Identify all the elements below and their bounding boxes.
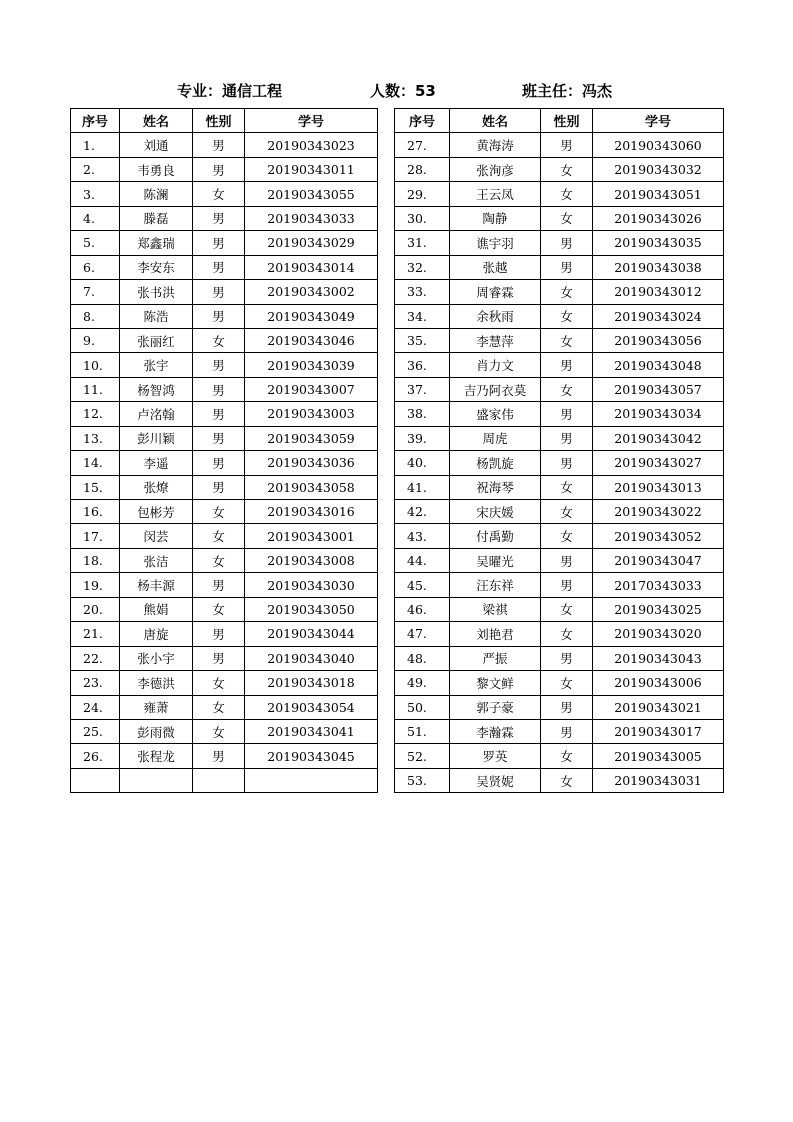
student-id-cell: 20190343039 <box>245 353 378 377</box>
student-id-cell: 20190343022 <box>593 500 724 524</box>
table-row <box>71 622 378 646</box>
table-row <box>395 451 724 475</box>
student-gender-cell: 男 <box>541 719 593 743</box>
table-row <box>395 206 724 230</box>
student-name-cell: 张越 <box>450 255 541 279</box>
student-gender-cell: 男 <box>193 402 245 426</box>
student-name-cell: 李瀚霖 <box>450 719 541 743</box>
student-name-cell: 李遥 <box>120 451 193 475</box>
table-row <box>395 475 724 499</box>
student-name-cell: 熊娟 <box>120 597 193 621</box>
student-gender-cell: 男 <box>541 133 593 157</box>
student-gender-cell: 女 <box>193 182 245 206</box>
student-id-cell: 20190343030 <box>245 573 378 597</box>
student-name-cell: 唐旋 <box>120 622 193 646</box>
table-row <box>71 157 378 181</box>
roster-table-right <box>394 108 724 793</box>
student-id-cell: 20190343007 <box>245 377 378 401</box>
student-id-cell: 20190343005 <box>593 744 724 768</box>
student-name-cell <box>120 768 193 792</box>
student-name-cell: 严振 <box>450 646 541 670</box>
student-seq-cell: 49. <box>395 671 450 695</box>
student-name-cell: 罗英 <box>450 744 541 768</box>
table-row <box>71 719 378 743</box>
student-seq-cell: 8. <box>71 304 120 328</box>
student-name-cell: 闵芸 <box>120 524 193 548</box>
table-row <box>395 231 724 255</box>
student-id-cell: 20190343047 <box>593 548 724 572</box>
student-seq-cell: 29. <box>395 182 450 206</box>
student-name-cell: 周睿霖 <box>450 280 541 304</box>
student-gender-cell: 男 <box>193 622 245 646</box>
table-row <box>71 573 378 597</box>
student-gender-cell: 男 <box>193 646 245 670</box>
student-name-cell: 陶静 <box>450 206 541 230</box>
student-name-cell: 张小宇 <box>120 646 193 670</box>
student-id-cell: 20190343001 <box>245 524 378 548</box>
student-gender-cell: 女 <box>193 719 245 743</box>
table-row <box>71 328 378 352</box>
student-name-cell: 张程龙 <box>120 744 193 768</box>
student-gender-cell: 男 <box>193 231 245 255</box>
student-seq-cell: 51. <box>395 719 450 743</box>
student-seq-cell: 6. <box>71 255 120 279</box>
student-gender-cell: 女 <box>541 768 593 792</box>
student-seq-cell: 25. <box>71 719 120 743</box>
student-seq-cell: 27. <box>395 133 450 157</box>
table-row <box>395 182 724 206</box>
student-id-cell: 20190343048 <box>593 353 724 377</box>
table-row <box>71 426 378 450</box>
student-seq-cell: 37. <box>395 377 450 401</box>
table-row <box>395 255 724 279</box>
student-seq-cell: 11. <box>71 377 120 401</box>
table-row <box>71 402 378 426</box>
student-seq-cell: 12. <box>71 402 120 426</box>
student-gender-cell: 男 <box>193 377 245 401</box>
student-id-cell: 20190343017 <box>593 719 724 743</box>
page-header <box>0 80 793 104</box>
student-id-cell: 20190343024 <box>593 304 724 328</box>
student-id-cell: 20190343026 <box>593 206 724 230</box>
table-row <box>71 475 378 499</box>
student-gender-cell: 男 <box>193 426 245 450</box>
student-seq-cell: 10. <box>71 353 120 377</box>
student-seq-cell: 13. <box>71 426 120 450</box>
column-header-id: 学号 <box>245 109 378 133</box>
student-seq-cell: 44. <box>395 548 450 572</box>
student-id-cell: 20190343014 <box>245 255 378 279</box>
table-row <box>395 304 724 328</box>
student-name-cell: 郑鑫瑞 <box>120 231 193 255</box>
student-seq-cell: 31. <box>395 231 450 255</box>
student-seq-cell: 43. <box>395 524 450 548</box>
student-gender-cell: 男 <box>541 231 593 255</box>
student-seq-cell: 35. <box>395 328 450 352</box>
student-seq-cell: 16. <box>71 500 120 524</box>
student-gender-cell: 男 <box>193 573 245 597</box>
table-row <box>71 695 378 719</box>
student-id-cell: 20190343003 <box>245 402 378 426</box>
student-name-cell: 周虎 <box>450 426 541 450</box>
student-id-cell: 20190343018 <box>245 671 378 695</box>
student-seq-cell: 53. <box>395 768 450 792</box>
student-gender-cell: 女 <box>541 157 593 181</box>
student-id-cell: 20190343049 <box>245 304 378 328</box>
student-gender-cell: 男 <box>193 304 245 328</box>
table-row <box>395 524 724 548</box>
column-header-name: 姓名 <box>450 109 541 133</box>
student-seq-cell: 40. <box>395 451 450 475</box>
student-gender-cell: 女 <box>541 280 593 304</box>
student-id-cell <box>245 768 378 792</box>
student-gender-cell: 男 <box>193 451 245 475</box>
student-name-cell: 肖力文 <box>450 353 541 377</box>
student-name-cell: 张燎 <box>120 475 193 499</box>
student-name-cell: 余秋雨 <box>450 304 541 328</box>
student-seq-cell: 21. <box>71 622 120 646</box>
student-name-cell: 吉乃阿衣莫 <box>450 377 541 401</box>
student-id-cell: 20190343033 <box>245 206 378 230</box>
table-row <box>71 500 378 524</box>
student-seq-cell: 5. <box>71 231 120 255</box>
table-row <box>395 402 724 426</box>
student-name-cell: 张宇 <box>120 353 193 377</box>
student-seq-cell: 39. <box>395 426 450 450</box>
student-gender-cell: 女 <box>193 500 245 524</box>
student-id-cell: 20190343050 <box>245 597 378 621</box>
student-id-cell: 20190343045 <box>245 744 378 768</box>
table-row <box>71 182 378 206</box>
student-seq-cell: 22. <box>71 646 120 670</box>
student-seq-cell: 9. <box>71 328 120 352</box>
student-name-cell: 黄海涛 <box>450 133 541 157</box>
student-gender-cell: 女 <box>541 524 593 548</box>
student-seq-cell: 41. <box>395 475 450 499</box>
student-name-cell: 李慧萍 <box>450 328 541 352</box>
student-id-cell: 20190343041 <box>245 719 378 743</box>
table-header-row <box>71 109 378 133</box>
column-header-seq: 序号 <box>71 109 120 133</box>
student-seq-cell: 38. <box>395 402 450 426</box>
student-gender-cell: 男 <box>193 353 245 377</box>
student-seq-cell <box>71 768 120 792</box>
student-gender-cell: 女 <box>541 500 593 524</box>
table-row <box>71 255 378 279</box>
student-gender-cell: 女 <box>193 328 245 352</box>
student-name-cell: 韦勇良 <box>120 157 193 181</box>
student-seq-cell: 50. <box>395 695 450 719</box>
student-name-cell: 彭雨微 <box>120 719 193 743</box>
table-row <box>71 206 378 230</box>
student-gender-cell: 男 <box>193 255 245 279</box>
student-seq-cell: 48. <box>395 646 450 670</box>
table-row <box>71 597 378 621</box>
student-id-cell: 20170343033 <box>593 573 724 597</box>
student-id-cell: 20190343029 <box>245 231 378 255</box>
table-row <box>71 377 378 401</box>
student-name-cell: 杨智鸿 <box>120 377 193 401</box>
student-id-cell: 20190343027 <box>593 451 724 475</box>
student-seq-cell: 28. <box>395 157 450 181</box>
student-gender-cell: 女 <box>541 597 593 621</box>
table-row <box>395 719 724 743</box>
table-row <box>395 646 724 670</box>
student-seq-cell: 24. <box>71 695 120 719</box>
student-id-cell: 20190343025 <box>593 597 724 621</box>
student-name-cell: 李安东 <box>120 255 193 279</box>
student-id-cell: 20190343036 <box>245 451 378 475</box>
student-gender-cell: 女 <box>541 304 593 328</box>
student-id-cell: 20190343055 <box>245 182 378 206</box>
student-gender-cell: 女 <box>541 744 593 768</box>
student-name-cell: 张洁 <box>120 548 193 572</box>
student-seq-cell: 33. <box>395 280 450 304</box>
student-count-label: 人数：53 <box>370 82 436 100</box>
student-id-cell: 20190343056 <box>593 328 724 352</box>
student-id-cell: 20190343043 <box>593 646 724 670</box>
student-id-cell: 20190343012 <box>593 280 724 304</box>
student-id-cell: 20190343031 <box>593 768 724 792</box>
student-name-cell: 滕磊 <box>120 206 193 230</box>
student-seq-cell: 17. <box>71 524 120 548</box>
student-name-cell: 梁祺 <box>450 597 541 621</box>
student-seq-cell: 18. <box>71 548 120 572</box>
student-seq-cell: 3. <box>71 182 120 206</box>
student-name-cell: 杨凯旋 <box>450 451 541 475</box>
table-row <box>395 597 724 621</box>
student-gender-cell: 男 <box>193 206 245 230</box>
student-gender-cell: 女 <box>541 182 593 206</box>
student-seq-cell: 30. <box>395 206 450 230</box>
student-name-cell: 刘艳君 <box>450 622 541 646</box>
student-id-cell: 20190343051 <box>593 182 724 206</box>
table-row <box>395 280 724 304</box>
student-id-cell: 20190343046 <box>245 328 378 352</box>
table-row <box>395 133 724 157</box>
student-gender-cell: 女 <box>541 622 593 646</box>
student-name-cell: 汪东祥 <box>450 573 541 597</box>
table-row <box>395 377 724 401</box>
student-gender-cell: 男 <box>541 573 593 597</box>
table-row <box>395 695 724 719</box>
student-name-cell: 吴贤妮 <box>450 768 541 792</box>
student-id-cell: 20190343058 <box>245 475 378 499</box>
roster-table-left <box>70 108 378 793</box>
student-name-cell: 黎文鲜 <box>450 671 541 695</box>
student-seq-cell: 47. <box>395 622 450 646</box>
table-row <box>395 622 724 646</box>
student-gender-cell: 男 <box>541 548 593 572</box>
student-name-cell: 祝海琴 <box>450 475 541 499</box>
table-row <box>71 524 378 548</box>
student-seq-cell: 42. <box>395 500 450 524</box>
student-seq-cell: 1. <box>71 133 120 157</box>
student-seq-cell: 14. <box>71 451 120 475</box>
student-id-cell: 20190343042 <box>593 426 724 450</box>
major-label: 专业：通信工程 <box>177 82 283 100</box>
student-id-cell: 20190343040 <box>245 646 378 670</box>
student-gender-cell: 男 <box>541 402 593 426</box>
student-gender-cell: 女 <box>193 671 245 695</box>
column-header-gender: 性别 <box>193 109 245 133</box>
student-name-cell: 吴曜光 <box>450 548 541 572</box>
student-id-cell: 20190343034 <box>593 402 724 426</box>
student-name-cell: 李德洪 <box>120 671 193 695</box>
student-name-cell: 杨丰源 <box>120 573 193 597</box>
student-gender-cell: 女 <box>193 548 245 572</box>
table-row <box>395 573 724 597</box>
table-row <box>395 157 724 181</box>
student-seq-cell: 46. <box>395 597 450 621</box>
table-header-row <box>395 109 724 133</box>
student-name-cell: 王云凤 <box>450 182 541 206</box>
student-seq-cell: 32. <box>395 255 450 279</box>
student-gender-cell: 男 <box>541 426 593 450</box>
table-row <box>71 231 378 255</box>
student-gender-cell: 女 <box>193 695 245 719</box>
student-gender-cell: 男 <box>193 280 245 304</box>
student-name-cell: 谯宇羽 <box>450 231 541 255</box>
student-gender-cell <box>193 768 245 792</box>
student-seq-cell: 2. <box>71 157 120 181</box>
student-name-cell: 郭子豪 <box>450 695 541 719</box>
student-gender-cell: 女 <box>541 475 593 499</box>
student-id-cell: 20190343023 <box>245 133 378 157</box>
student-name-cell: 盛家伟 <box>450 402 541 426</box>
table-row <box>395 768 724 792</box>
student-gender-cell: 男 <box>541 255 593 279</box>
table-row <box>71 451 378 475</box>
student-name-cell: 雍萧 <box>120 695 193 719</box>
student-gender-cell: 女 <box>541 328 593 352</box>
student-name-cell: 陈浩 <box>120 304 193 328</box>
table-row <box>71 133 378 157</box>
student-id-cell: 20190343054 <box>245 695 378 719</box>
student-name-cell: 张丽红 <box>120 328 193 352</box>
student-name-cell: 陈澜 <box>120 182 193 206</box>
student-seq-cell: 34. <box>395 304 450 328</box>
student-name-cell: 刘通 <box>120 133 193 157</box>
table-row <box>71 768 378 792</box>
student-seq-cell: 45. <box>395 573 450 597</box>
column-header-gender: 性别 <box>541 109 593 133</box>
student-id-cell: 20190343035 <box>593 231 724 255</box>
student-seq-cell: 4. <box>71 206 120 230</box>
student-id-cell: 20190343020 <box>593 622 724 646</box>
table-row <box>395 744 724 768</box>
table-row <box>71 304 378 328</box>
student-gender-cell: 男 <box>541 695 593 719</box>
student-seq-cell: 20. <box>71 597 120 621</box>
table-row <box>395 353 724 377</box>
student-gender-cell: 男 <box>193 475 245 499</box>
column-header-id: 学号 <box>593 109 724 133</box>
student-name-cell: 付禹勤 <box>450 524 541 548</box>
head-teacher-label: 班主任：冯杰 <box>522 82 613 100</box>
student-id-cell: 20190343016 <box>245 500 378 524</box>
student-name-cell: 包彬芳 <box>120 500 193 524</box>
table-row <box>395 548 724 572</box>
student-gender-cell: 男 <box>193 133 245 157</box>
student-id-cell: 20190343021 <box>593 695 724 719</box>
table-row <box>71 548 378 572</box>
student-gender-cell: 女 <box>193 524 245 548</box>
student-id-cell: 20190343006 <box>593 671 724 695</box>
student-name-cell: 宋庆媛 <box>450 500 541 524</box>
student-gender-cell: 男 <box>541 353 593 377</box>
student-gender-cell: 女 <box>541 206 593 230</box>
student-seq-cell: 15. <box>71 475 120 499</box>
student-id-cell: 20190343057 <box>593 377 724 401</box>
table-row <box>71 280 378 304</box>
table-row <box>395 328 724 352</box>
student-id-cell: 20190343038 <box>593 255 724 279</box>
column-header-seq: 序号 <box>395 109 450 133</box>
student-gender-cell: 女 <box>541 377 593 401</box>
student-name-cell: 张书洪 <box>120 280 193 304</box>
student-name-cell: 张洵彦 <box>450 157 541 181</box>
student-id-cell: 20190343052 <box>593 524 724 548</box>
student-id-cell: 20190343008 <box>245 548 378 572</box>
student-id-cell: 20190343013 <box>593 475 724 499</box>
student-seq-cell: 19. <box>71 573 120 597</box>
student-id-cell: 20190343059 <box>245 426 378 450</box>
student-id-cell: 20190343011 <box>245 157 378 181</box>
student-name-cell: 卢洺翰 <box>120 402 193 426</box>
table-row <box>395 426 724 450</box>
student-id-cell: 20190343060 <box>593 133 724 157</box>
student-gender-cell: 男 <box>193 744 245 768</box>
table-row <box>71 671 378 695</box>
student-seq-cell: 36. <box>395 353 450 377</box>
student-seq-cell: 23. <box>71 671 120 695</box>
student-gender-cell: 男 <box>541 451 593 475</box>
student-gender-cell: 男 <box>541 646 593 670</box>
table-row <box>71 744 378 768</box>
student-name-cell: 彭川颖 <box>120 426 193 450</box>
student-id-cell: 20190343002 <box>245 280 378 304</box>
student-gender-cell: 女 <box>541 671 593 695</box>
student-id-cell: 20190343032 <box>593 157 724 181</box>
table-row <box>71 646 378 670</box>
student-gender-cell: 男 <box>193 157 245 181</box>
student-seq-cell: 26. <box>71 744 120 768</box>
table-row <box>395 500 724 524</box>
column-header-name: 姓名 <box>120 109 193 133</box>
student-id-cell: 20190343044 <box>245 622 378 646</box>
table-row <box>395 671 724 695</box>
table-row <box>71 353 378 377</box>
student-gender-cell: 女 <box>193 597 245 621</box>
student-seq-cell: 52. <box>395 744 450 768</box>
student-seq-cell: 7. <box>71 280 120 304</box>
